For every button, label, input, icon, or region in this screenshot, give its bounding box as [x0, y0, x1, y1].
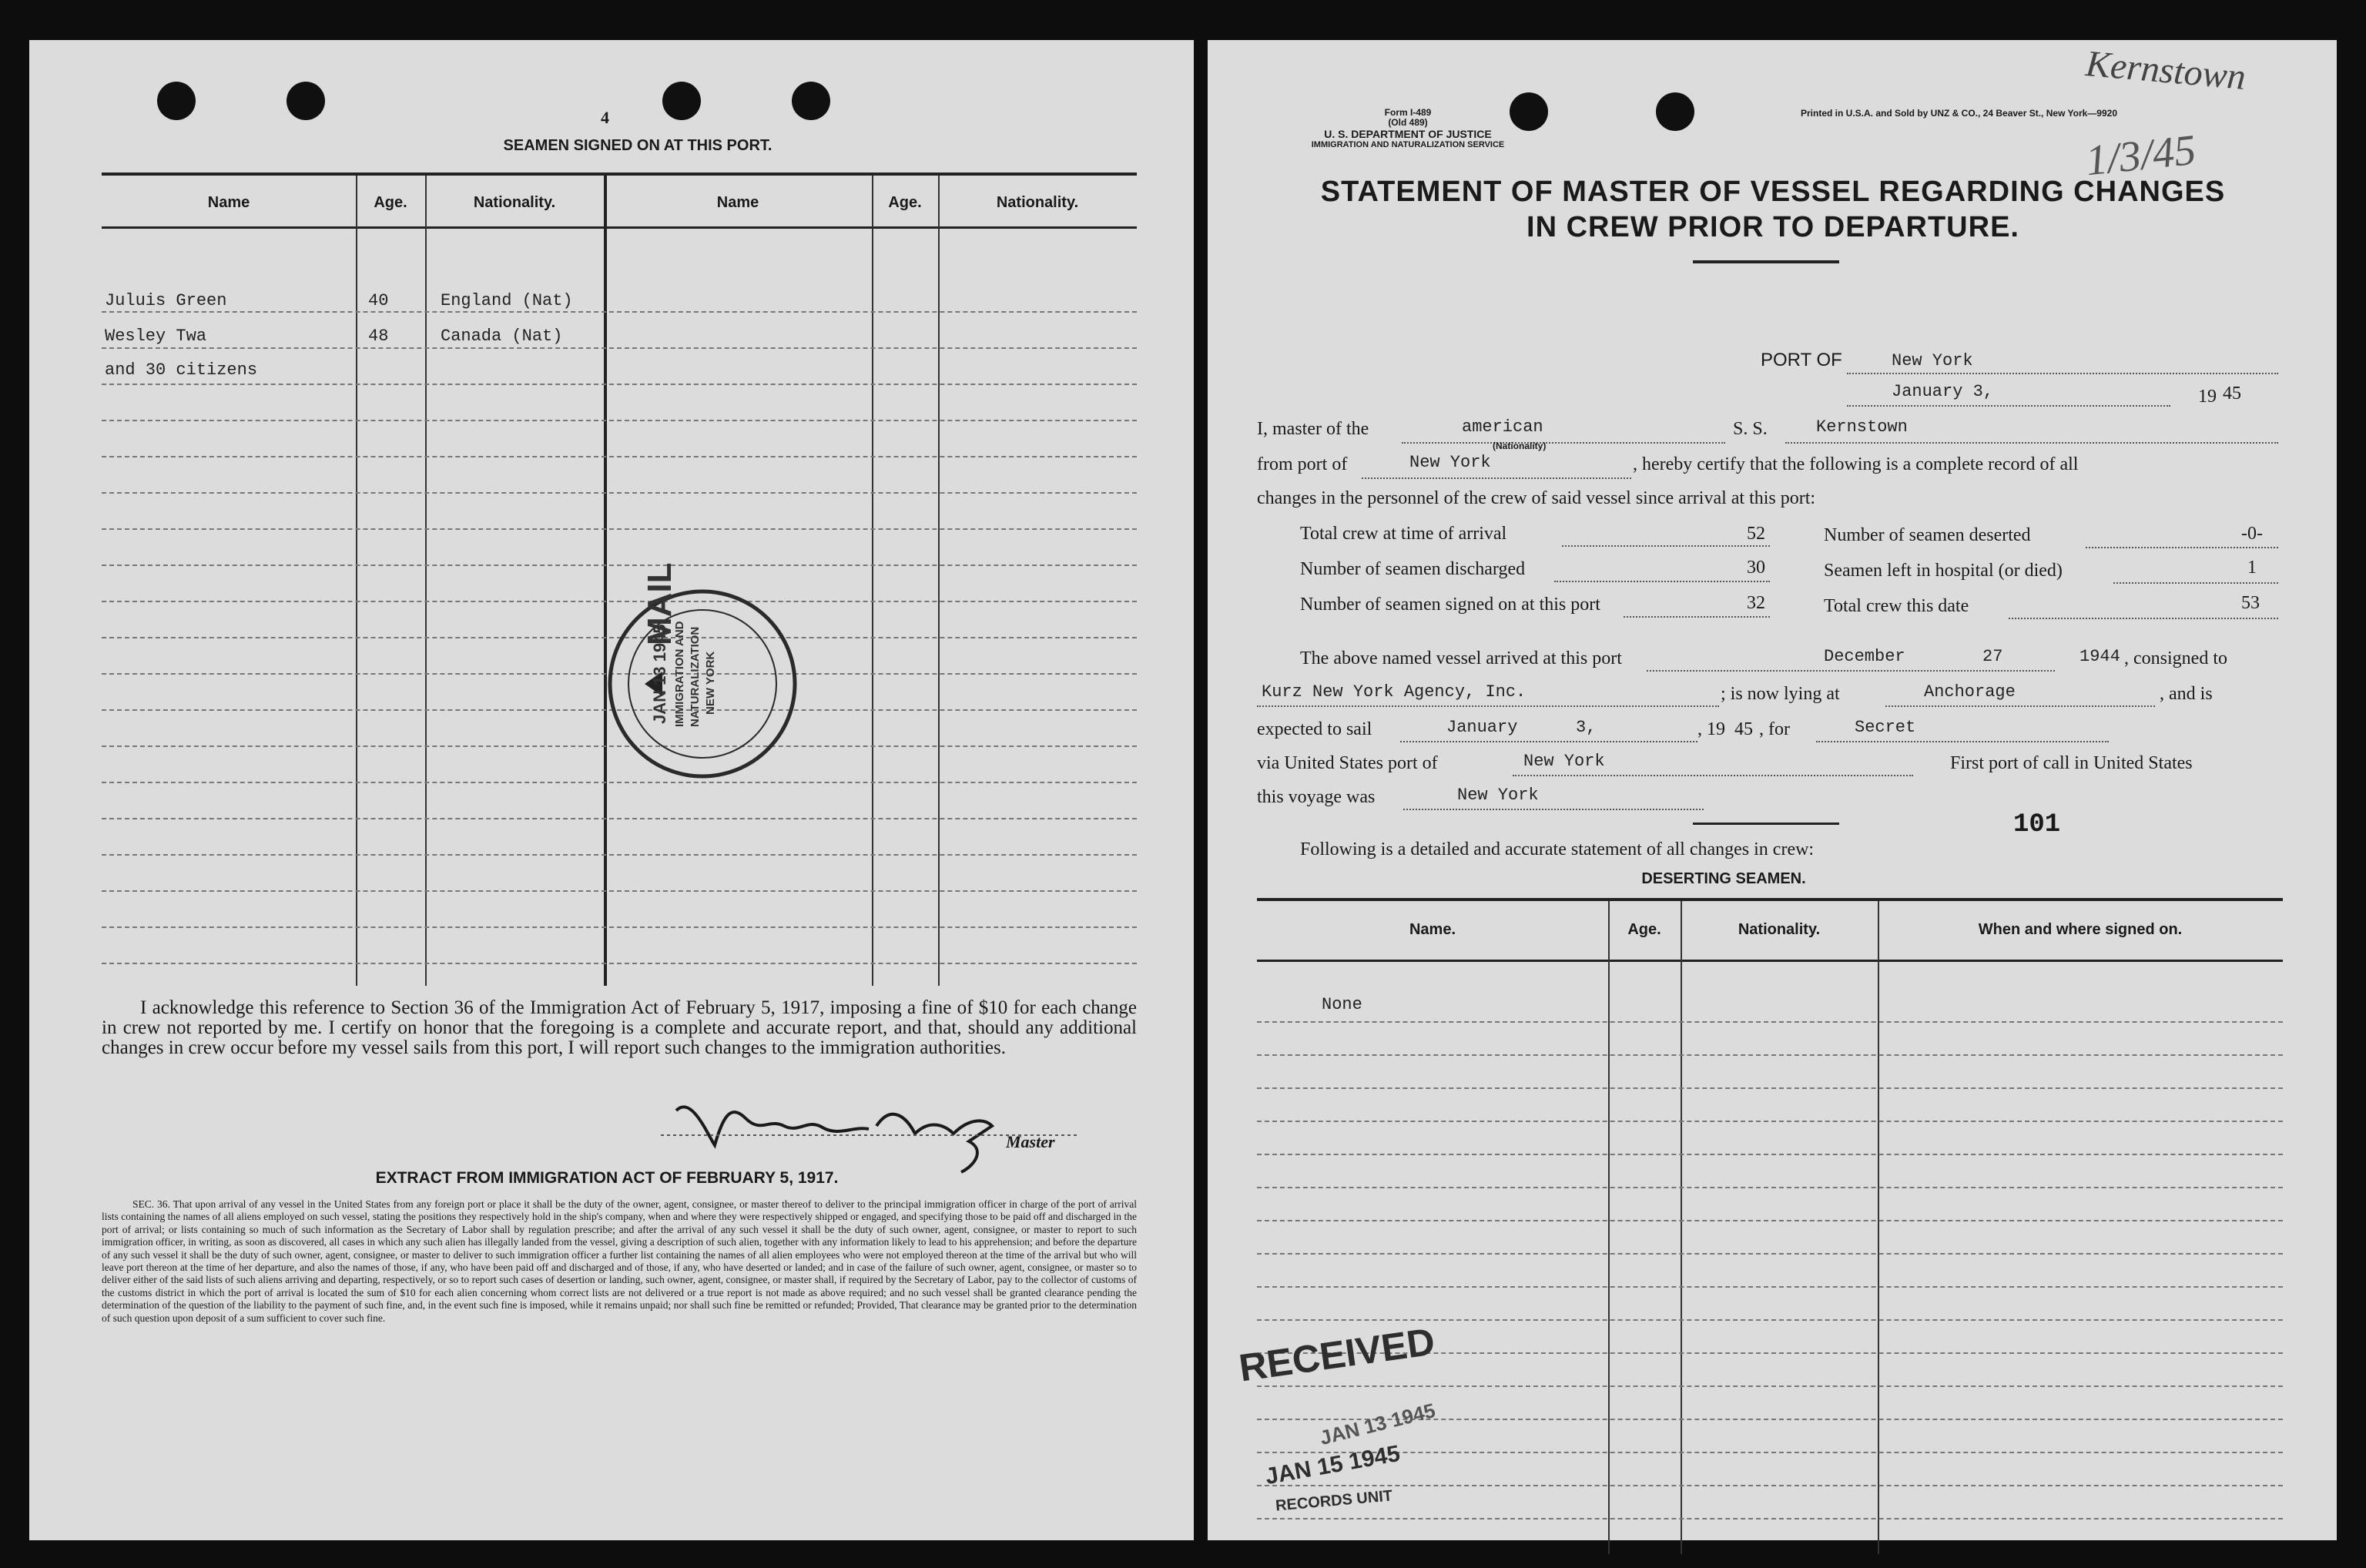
master-signature	[645, 1072, 1077, 1180]
header-name: Name.	[1409, 921, 1456, 938]
received-date-1: JAN 13 1945	[1317, 1398, 1438, 1450]
port-value: New York	[1892, 351, 1973, 370]
hospital-label: Seamen left in hospital (or died)	[1824, 561, 2063, 581]
date-value: January 3,	[1892, 382, 1994, 401]
arrived-day: 27	[1982, 647, 2003, 666]
voyage-field	[1403, 790, 1704, 810]
master-of-label: I, master of the	[1257, 419, 1369, 439]
nationality-value: american	[1462, 417, 1543, 437]
ss-label: S. S.	[1733, 419, 1768, 439]
row-name: None	[1322, 995, 1362, 1014]
discharged-value: 30	[1747, 558, 1765, 578]
header-name: Name	[207, 194, 250, 211]
table-row	[1257, 1485, 2283, 1486]
acknowledgment-text: I acknowledge this reference to Section 36 of the Immigration Act of February 5, 1917, imposing a fine of $10 for each change in crew not reported by me. I certify on honor that the foregoing is a complete and accurate report, and that, should any additional changes in crew occur before my vessel sails from this port, I will report such changes to the immigration authorities.	[102, 997, 1137, 1058]
deserted-value: -0-	[2241, 524, 2263, 544]
consignee-value: Kurz New York Agency, Inc.	[1262, 682, 1527, 702]
table-row	[102, 420, 1137, 421]
records-unit: RECORDS UNIT	[1275, 1487, 1393, 1515]
stamp-line: NEW YORK	[704, 651, 717, 715]
table-row	[1257, 1021, 2283, 1023]
signed-on-label: Number of seamen signed on at this port	[1300, 595, 1600, 615]
expected-label: expected to sail	[1257, 719, 1372, 739]
seamen-signed-on-table	[102, 173, 1137, 986]
punch-hole	[792, 82, 830, 120]
header-nationality: Nationality.	[473, 194, 556, 211]
sail-day: 3,	[1576, 718, 1597, 737]
sail-year: 45	[1734, 719, 1753, 739]
table-row	[1257, 1286, 2283, 1288]
stamp-date: JAN 13 1945	[650, 624, 669, 724]
row-age: 48	[368, 327, 389, 346]
punch-hole	[287, 82, 325, 120]
table-row	[102, 492, 1137, 494]
section-divider	[1693, 823, 1839, 825]
table-row	[1257, 1154, 2283, 1155]
nationality-field	[1402, 422, 1725, 444]
row-name: and 30 citizens	[105, 360, 258, 380]
form-old: (Old 489)	[1388, 117, 1428, 128]
sail-month: January	[1446, 718, 1518, 737]
arrived-month: December	[1824, 647, 1905, 666]
total-crew-arrival-value: 52	[1747, 524, 1765, 544]
department: U. S. DEPARTMENT OF JUSTICE	[1324, 128, 1492, 140]
stat-leader	[1562, 528, 1770, 547]
table-row	[1257, 1220, 2283, 1221]
port-label: PORT OF	[1761, 350, 1842, 370]
lying-value: Anchorage	[1924, 682, 2016, 702]
via-label: via United States port of	[1257, 753, 1438, 773]
table-row	[102, 311, 1137, 313]
form-header	[1331, 108, 1485, 128]
row-name: Wesley Twa	[105, 327, 207, 346]
row-age: 40	[368, 291, 389, 310]
from-port-field	[1362, 457, 1631, 479]
for-label: , for	[1759, 719, 1790, 739]
total-crew-date-value: 53	[2241, 593, 2260, 613]
lying-label: ; is now lying at	[1721, 684, 1840, 704]
sail-year-prefix: , 19	[1697, 719, 1725, 739]
table-row	[1257, 1054, 2283, 1056]
handwritten-vessel: Kernstown	[2084, 43, 2247, 98]
table-row	[102, 347, 1137, 349]
destination-value: Secret	[1855, 718, 1916, 737]
table-row	[102, 456, 1137, 457]
table-row	[102, 565, 1137, 566]
row-name: Juluis Green	[105, 291, 227, 310]
nationality-label: (Nationality)	[1493, 441, 1547, 451]
changes-text: changes in the personnel of the crew of said vessel since arrival at this port:	[1257, 488, 1816, 508]
mail-postmark-stamp	[564, 568, 841, 799]
stamp-line: IMMIGRATION AND	[673, 621, 686, 727]
signed-on-value: 32	[1747, 593, 1765, 613]
table-row	[1257, 1452, 2283, 1453]
year-value: 45	[2223, 384, 2241, 404]
table-row	[102, 384, 1137, 385]
table-row	[1257, 1385, 2283, 1387]
table-row	[1257, 1518, 2283, 1519]
arrived-year: 1944	[2079, 647, 2120, 666]
year-prefix: 19	[2198, 387, 2217, 407]
stat-leader	[2009, 601, 2278, 619]
voyage-port: New York	[1457, 786, 1539, 805]
table-row	[1257, 1319, 2283, 1321]
table-row	[102, 818, 1137, 819]
and-is-label: , and is	[2160, 684, 2213, 704]
page-number: 101	[2013, 810, 2061, 839]
header-age: Age.	[888, 194, 922, 211]
table-title: SEAMEN SIGNED ON AT THIS PORT.	[503, 137, 772, 154]
following-text: Following is a detailed and accurate statement of all changes in crew:	[1300, 839, 1815, 859]
deserted-label: Number of seamen deserted	[1824, 525, 2031, 545]
voyage-label: this voyage was	[1257, 787, 1376, 807]
received-date-2: JAN 15 1945	[1263, 1440, 1403, 1490]
stamp-mail: MAIL	[641, 562, 679, 645]
header-age: Age.	[1627, 921, 1661, 938]
master-label: Master	[1006, 1132, 1055, 1151]
punch-hole	[157, 82, 196, 120]
table-row	[1257, 1121, 2283, 1122]
table-row	[1257, 1187, 2283, 1188]
punch-hole	[1656, 92, 1694, 131]
form-title-line1: STATEMENT OF MASTER OF VESSEL REGARDING CHANGES	[1320, 176, 2226, 208]
sail-field	[1400, 722, 1697, 742]
arrived-label: The above named vessel arrived at this port	[1300, 648, 1622, 668]
stamp-line: NATURALIZATION	[689, 626, 702, 727]
printer-credit: Printed in U.S.A. and Sold by UNZ & CO., 24 Beaver St., New York—9920	[1801, 108, 2117, 119]
from-port-value: New York	[1409, 453, 1491, 472]
extract-text: SEC. 36. That upon arrival of any vessel in the United States from any foreign port or place it shall be the duty of the owner, agent, consignee, or master thereof to deliver to the principal immigration officer in charge of the port of arrival lists containing the names of all aliens employed on such vessel, stating the positions they respectively hold in the ship's company, when and where they were respectively shipped or engaged, and specifying those to be paid off and discharged in the port of arrival; or lists containing so much of such information as the Secretary of Labor shall by regulation prescribe; and after the arrival of any such vessel it shall be the duty of such owner, agent, consignee, or master to report to such immigration officer, in writing, as soon as discovered, all cases in which any such alien has illegally landed from the vessel, giving a description of such alien, together with any information likely to lead to his apprehension; and before the departure of any such vessel it shall be the duty of such owner, agent, consignee, or master to deliver to such immigration officer a further list containing the names of all alien employees who were not employed thereon at the time of the arrival but who will leave port thereon at the time of her departure, and also the names of those, if any, who have been paid off and discharged and of those, if any, who have deserted or landed; and in case of the failure of such owner, agent, consignee, or master so to deliver either of the said lists of such aliens arriving and departing, respectively, or so to report such cases of desertion or landing, such owner, agent, consignee, or master shall, if required by the Secretary of Labor, pay to the collector of customs of the customs district in which the port of arrival is located the sum of $10 for each alien concerning whom correct lists are not delivered or a true report is not made as above required; and no such vessel shall be granted clearance pending the determination of the question of the liability to the payment of such fine, and, in the event such fine is imposed, while it remains unpaid; nor shall such fine be remitted or refunded; Provided, That clearance may be granted prior to the determination of such question upon deposit of a sum sufficient to cover such fine.	[102, 1198, 1137, 1324]
table-row	[102, 963, 1137, 964]
certify-text: , hereby certify that the following is a complete record of all	[1633, 454, 2079, 474]
table-row	[102, 926, 1137, 928]
table-row	[1257, 1253, 2283, 1255]
discharged-label: Number of seamen discharged	[1300, 559, 1526, 579]
table-row	[102, 890, 1137, 892]
extract-title: EXTRACT FROM IMMIGRATION ACT OF FEBRUARY 5, 1917.	[375, 1169, 839, 1187]
left-page	[29, 40, 1194, 1540]
row-nationality: England (Nat)	[441, 291, 573, 310]
header-when-where: When and where signed on.	[1978, 921, 2183, 938]
header-nationality: Nationality.	[996, 194, 1079, 211]
header-age: Age.	[374, 194, 407, 211]
first-call-label: First port of call in United States	[1950, 753, 2193, 773]
header-nationality: Nationality.	[1738, 921, 1821, 938]
handwritten-date: 1/3/45	[2083, 126, 2198, 186]
right-page	[1208, 40, 2337, 1540]
consigned-label: , consigned to	[2124, 648, 2227, 668]
form-title-line2: IN CREW PRIOR TO DEPARTURE.	[1527, 211, 2019, 243]
total-crew-arrival-label: Total crew at time of arrival	[1300, 524, 1507, 544]
punch-hole	[662, 82, 701, 120]
service: IMMIGRATION AND NATURALIZATION SERVICE	[1311, 140, 1505, 149]
vessel-value: Kernstown	[1816, 417, 1908, 437]
form-number: Form I-489	[1384, 107, 1432, 118]
header-name: Name	[716, 194, 759, 211]
stat-leader	[1554, 564, 1770, 582]
page-number: 4	[601, 108, 609, 127]
row-nationality: Canada (Nat)	[441, 327, 563, 346]
deserting-title: DESERTING SEAMEN.	[1641, 870, 1806, 887]
via-port: New York	[1523, 752, 1605, 771]
deserting-seamen-table	[1236, 898, 2283, 1554]
title-underline	[1693, 260, 1839, 263]
from-port-label: from port of	[1257, 454, 1348, 474]
punch-hole	[1510, 92, 1548, 131]
total-crew-date-label: Total crew this date	[1824, 596, 1969, 616]
received-stamp: RECEIVED	[1236, 1319, 1438, 1390]
hospital-value: 1	[2247, 558, 2257, 578]
table-row	[1257, 1087, 2283, 1089]
table-row	[102, 528, 1137, 530]
table-row	[102, 854, 1137, 856]
